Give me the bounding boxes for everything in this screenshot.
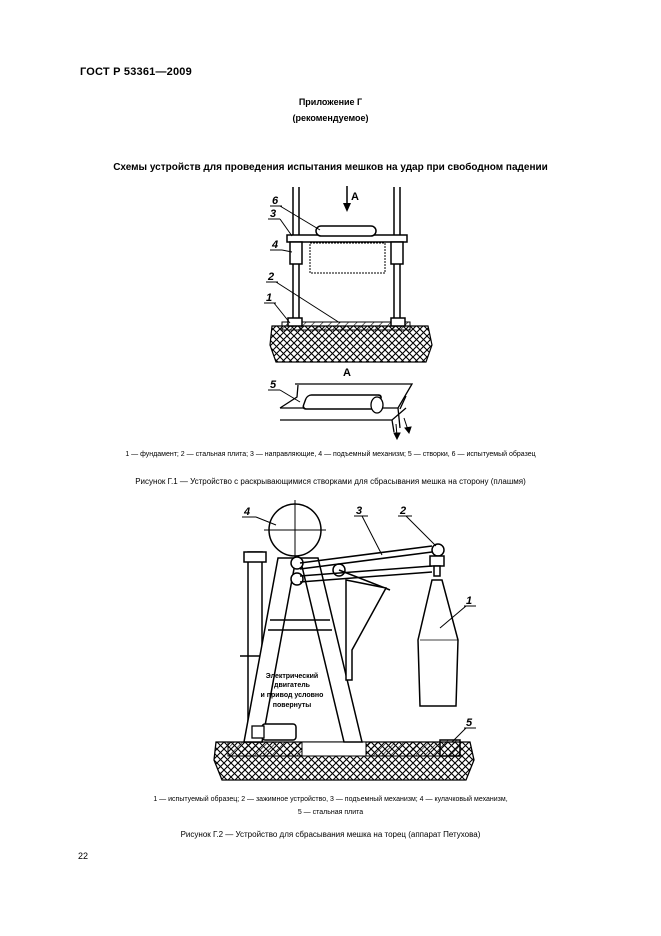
fig1-label-5: 5	[270, 379, 277, 391]
figure1-legend: 1 — фундамент; 2 — стальная плита; 3 — направляющие, 4 — подъемный механизм; 5 — створки, 6 — испытуемый образец	[125, 451, 536, 458]
fig2-label-2: 2	[400, 505, 407, 517]
fig1-view-label: А	[343, 367, 351, 379]
fig1-arrow-label: А	[351, 191, 359, 203]
fig1-label-2: 2	[268, 271, 275, 283]
figure1-caption: Рисунок Г.1 — Устройство с раскрывающимися створками для сбрасывания мешка на сторону (плашмя)	[135, 477, 526, 486]
fig1-label-3: 3	[270, 208, 277, 220]
fig2-clamp	[430, 544, 444, 576]
fig2-label-5: 5	[466, 717, 473, 729]
fig1-label-4: 4	[272, 239, 279, 251]
page-number: 22	[78, 851, 89, 861]
fig1-label-1: 1	[266, 292, 273, 304]
section-title: Схемы устройств для проведения испытания мешков на удар при свободном падении	[113, 162, 548, 173]
svg-text:Электрический: Электрический	[265, 673, 319, 680]
fig2-label-3: 3	[356, 505, 363, 517]
fig2-sample	[418, 580, 458, 706]
figure2-legend-line1: 1 — испытуемый образец; 2 — зажимное устройство, 3 — подъемный механизм; 4 — кулачковый механизм,	[153, 796, 508, 803]
svg-text:двигатель: двигатель	[274, 682, 310, 689]
fig1-label-6: 6	[272, 195, 279, 207]
fig2-label-4: 4	[244, 506, 251, 518]
fig2-label-1: 1	[466, 595, 473, 607]
figure2-caption: Рисунок Г.2 — Устройство для сбрасывания мешка на торец (аппарат Петухова)	[180, 830, 481, 839]
standard-header: ГОСТ Р 53361—2009	[80, 66, 192, 78]
fig2-motor	[262, 724, 296, 740]
svg-text:и привод условно: и привод условно	[260, 692, 324, 699]
annex-status: (рекомендуемое)	[292, 113, 369, 123]
svg-text:повернуты: повернуты	[272, 702, 312, 709]
figure2-legend-line2: 5 — стальная плита	[297, 809, 364, 816]
annex-title: Приложение Г	[298, 97, 363, 107]
